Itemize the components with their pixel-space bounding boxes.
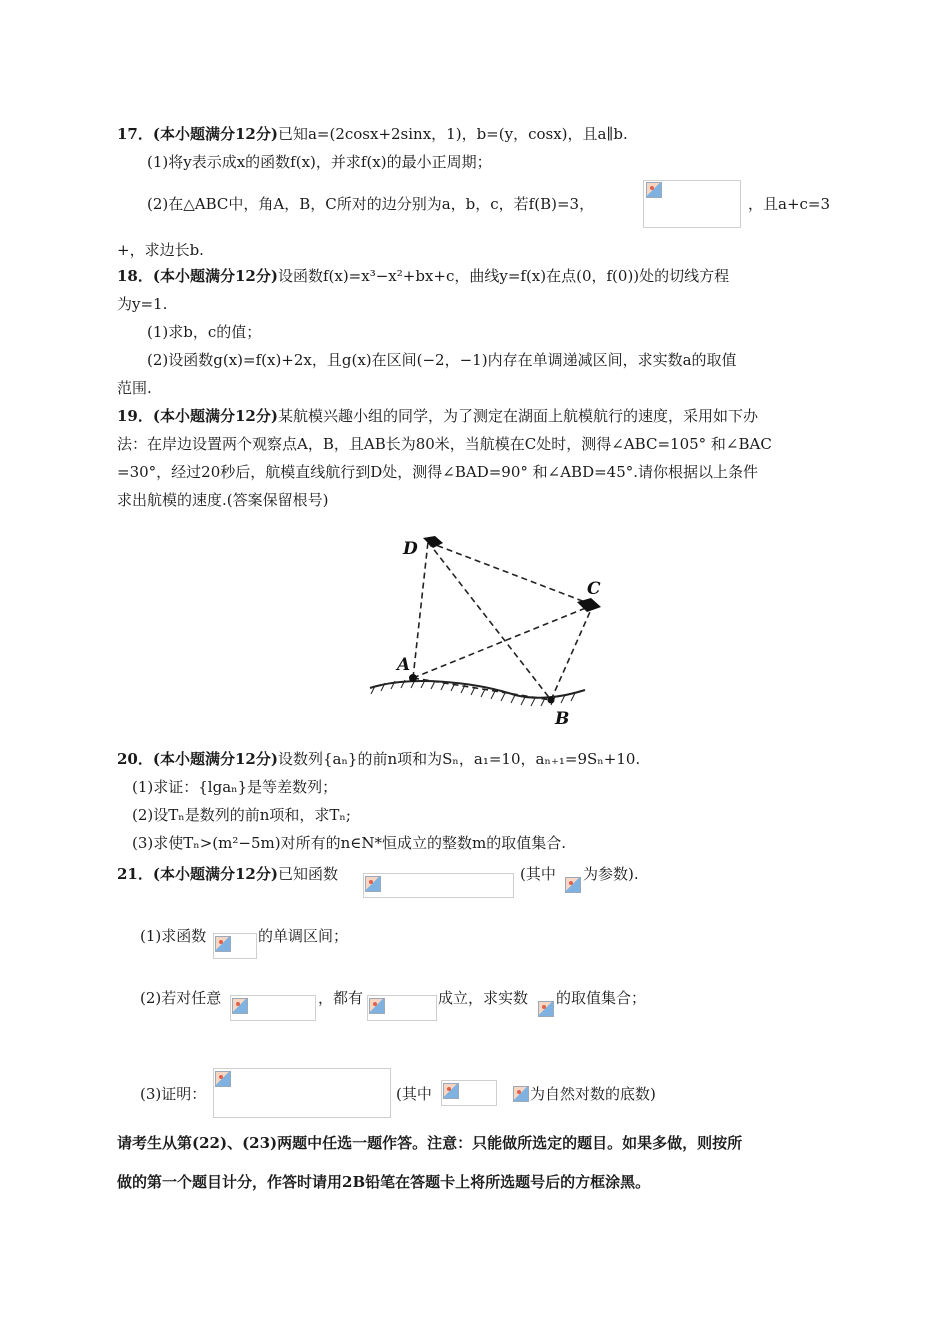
point-b <box>548 697 555 704</box>
q21-part2a: (2)若对任意 <box>140 989 222 1007</box>
q21-part3a: (3)证明： <box>140 1085 207 1103</box>
q17-part2a: (2)在△ABC中，角A，B，C所对的边分别为a，b，c，若f(B)=3， <box>147 195 595 213</box>
label-a: A <box>397 655 411 675</box>
broken-image-icon <box>538 1001 554 1017</box>
q21-text3: 为参数). <box>583 865 639 883</box>
note-line1: 请考生从第(22)、(23)两题中任选一题作答。注意：只能做所选定的题目。如果多做，则按所 <box>117 1134 743 1152</box>
broken-image-icon <box>215 1071 231 1087</box>
label-d: D <box>403 539 418 559</box>
q21-part1a: (1)求函数 <box>140 927 207 945</box>
q18-text: 设函数f(x)=x³−x²+bx+c，曲线y=f(x)在点(0，f(0))处的切线方程 <box>277 267 730 285</box>
formula-image <box>213 1068 391 1118</box>
q19-line4: 求出航模的速度.(答案保留根号) <box>117 491 329 509</box>
q18-line2: 为y=1. <box>117 295 168 313</box>
q20-line1 <box>117 749 640 769</box>
q20-part3: (3)求使Tₙ>(m²−5m)对所有的n∈N*恒成立的整数m的取值集合. <box>132 834 566 852</box>
q21-part1b: 的单调区间； <box>258 927 349 945</box>
broken-image-icon <box>443 1083 459 1099</box>
q20-part2: (2)设Tₙ是数列的前n项和，求Tₙ; <box>132 806 351 824</box>
q21-text2: (其中 <box>520 865 556 883</box>
q20-heading: 20．(本小题满分12分) <box>117 750 278 768</box>
q18-line1 <box>117 266 729 286</box>
broken-image-icon <box>513 1086 529 1102</box>
q21-part2b: ，都有 <box>318 989 364 1007</box>
label-c: C <box>587 579 601 599</box>
point-a <box>409 674 417 682</box>
q19-line1 <box>117 406 758 426</box>
q17-text: 已知a=(2cosx+2sinx，1)，b=(y，cosx)，且a∥b. <box>277 125 628 143</box>
q21-part2d: 的取值集合； <box>556 989 647 1007</box>
q17-part2b: ，且a+c=3 <box>748 195 831 213</box>
broken-image-icon <box>646 182 662 198</box>
note-line2: 做的第一个题目计分，作答时请用2B铅笔在答题卡上将所选题号后的方框涂黑。 <box>117 1173 651 1191</box>
broken-image-icon <box>365 876 381 892</box>
broken-image-icon <box>215 936 231 952</box>
broken-image-icon <box>565 877 581 893</box>
q19-figure <box>365 530 610 730</box>
label-b: B <box>555 709 570 729</box>
q19-heading: 19．(本小题满分12分) <box>117 407 278 425</box>
formula-image <box>363 873 514 898</box>
q18-heading: 18．(本小题满分12分) <box>117 267 278 285</box>
q18-part1: (1)求b，c的值； <box>147 323 262 341</box>
q17-heading: 17．(本小题满分12分) <box>117 125 278 143</box>
q17-part1: (1)将y表示成x的函数f(x)，并求f(x)的最小正周期； <box>147 153 492 171</box>
q17-part2c: +，求边长b. <box>117 241 204 259</box>
q21-text1: 已知函数 <box>277 865 338 883</box>
q18-part2a: (2)设函数g(x)=f(x)+2x，且g(x)在区间(−2，−1)内存在单调递减区间，求实数a的取值 <box>147 351 737 369</box>
q21-part3b: (其中 <box>396 1085 432 1103</box>
q18-part2b: 范围. <box>117 379 152 397</box>
q21-part2c: 成立，求实数 <box>438 989 529 1007</box>
q21-line1 <box>117 864 338 884</box>
q20-part1: (1)求证：{lgaₙ}是等差数列； <box>132 778 338 796</box>
q17-line1 <box>117 124 628 144</box>
broken-image-icon <box>232 998 248 1014</box>
broken-image-icon <box>369 998 385 1014</box>
q21-heading: 21．(本小题满分12分) <box>117 865 278 883</box>
q19-line3: =30°，经过20秒后，航模直线航行到D处，测得∠BAD=90° 和∠ABD=45°.请你根据以上条件 <box>117 463 759 481</box>
q19-line2: 法：在岸边设置两个观察点A，B，且AB长为80米，当航模在C处时，测得∠ABC=105° 和∠BAC <box>117 435 772 453</box>
q19-text: 某航模兴趣小组的同学，为了测定在湖面上航模航行的速度，采用如下办 <box>277 407 758 425</box>
q20-text: 设数列{aₙ}的前n项和为Sₙ，a₁=10，aₙ₊₁=9Sₙ+10. <box>277 750 641 768</box>
q21-part3c: 为自然对数的底数) <box>530 1085 656 1103</box>
